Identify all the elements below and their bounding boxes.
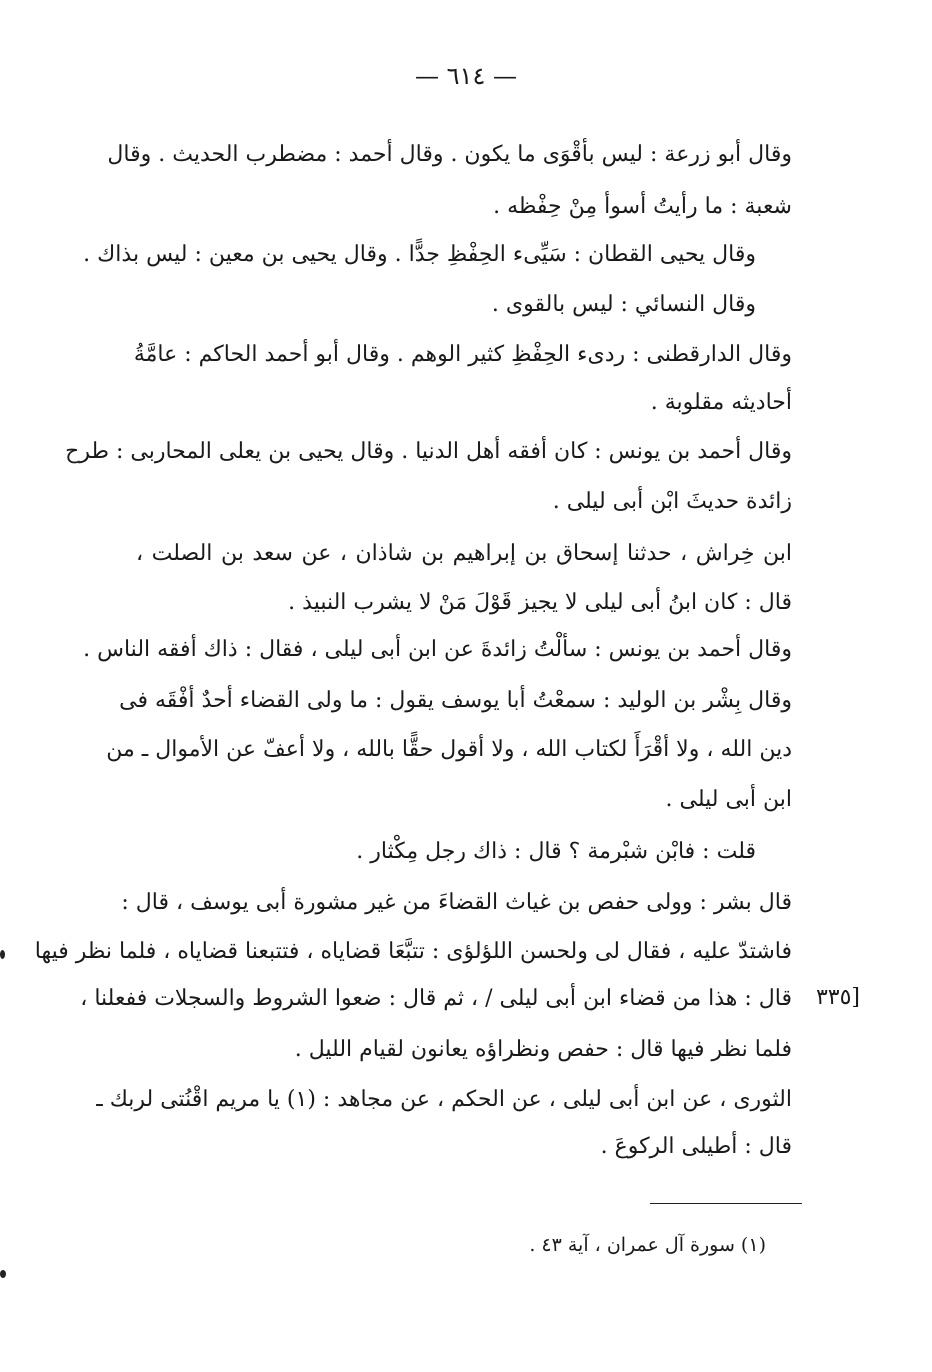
text-line: ابن خِراش ، حدثنا إسحاق بن إبراهيم بن شاذان ، عن سعد بن الصلت ، [136,541,792,566]
text-line: وقال يحيى القطان : سَيِّىء الحِفْظِ جدًّا . وقال يحيى بن معين : ليس بذاك . [83,242,756,267]
text-line: قلت : فابْن شبْرمة ؟ قال : ذاك رجل مِكْثار . [356,839,756,864]
text-line: زائدة حديثَ ابْن أبى ليلى . [552,489,792,514]
text-line: ابن أبى ليلى . [665,787,792,812]
text-line: الثورى ، عن ابن أبى ليلى ، عن الحكم ، عن مجاهد : (١) يا مريم اقْنُتى لربك ـ [96,1087,792,1112]
text-line: قال : هذا من قضاء ابن أبى ليلى / ، ثم قال : ضعوا الشروط والسجلات ففعلنا ، [80,986,792,1011]
footnote: (١) سورة آل عمران ، آية ٤٣ . [529,1234,766,1256]
text-line: قال بشر : وولى حفص بن غياث القضاءَ من غير مشورة أبى يوسف ، قال : [121,890,792,915]
text-line: وقال النسائي : ليس بالقوى . [491,292,756,317]
margin-page-marker: [٣٣٥ [815,985,860,1010]
text-line: فاشتدّ عليه ، فقال لى ولحسن اللؤلؤى : تتبَّعَا قضاياه ، فتتبعنا قضاياه ، فلما نظر فيها [34,939,792,964]
text-line: قال : أطيلى الركوعَ . [600,1134,792,1159]
scan-speck [0,950,5,959]
text-line: أحاديثه مقلوبة . [650,390,792,415]
footnote-divider [650,1203,802,1204]
text-line: وقال الدارقطنى : ردىء الحِفْظِ كثير الوهم . وقال أبو أحمد الحاكم : عامَّةُ [133,342,792,367]
text-line: قال : كان ابنُ أبى ليلى لا يجيز قَوْلَ مَنْ لا يشرب النبيذ . [288,590,792,615]
text-line: وقال أحمد بن يونس : سألْتُ زائدةَ عن ابن أبى ليلى ، فقال : ذاك أفقه الناس . [83,637,792,662]
text-line: شعبة : ما رأيتُ أسوأ مِنْ حِفْظه . [493,194,792,219]
page-number: — ٦١٤ — [415,62,517,90]
text-line: دين الله ، ولا أقْرَأَ لكتاب الله ، ولا أقول حقًّا بالله ، ولا أعفّ عن الأموال ـ من [106,737,792,762]
text-line: وقال أحمد بن يونس : كان أفقه أهل الدنيا . وقال يحيى بن يعلى المحاربى : طرح [65,439,792,464]
text-line: وقال أبو زرعة : ليس بأقْوَى ما يكون . وقال أحمد : مضطرب الحديث . وقال [107,142,792,167]
scan-speck [0,1270,6,1278]
text-line: وقال بِشْر بن الوليد : سمعْتُ أبا يوسف يقول : ما ولى القضاء أحدٌ أفْقَه فى [119,688,792,713]
text-line: فلما نظر فيها قال : حفص ونظراؤه يعانون لقيام الليل . [294,1037,792,1062]
